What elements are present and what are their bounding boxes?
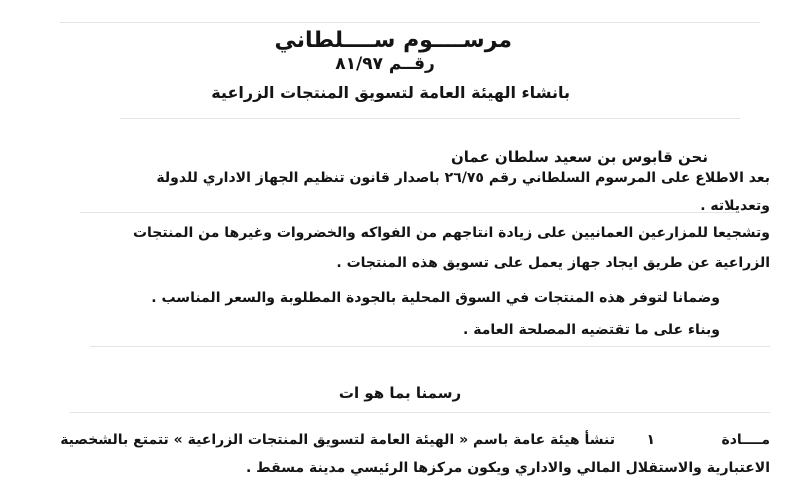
preamble-paragraph-1-line-2: وتعديلاته . [700, 198, 770, 214]
bleed-through-line [80, 212, 740, 213]
article-1-line-2: الاعتبارية والاستقلال المالي والاداري ويكون مركزها الرئيسي مدينة مسقط . [245, 460, 770, 476]
preamble-paragraph-4: وبناء على ما تقتضيه المصلحة العامة . [463, 322, 720, 338]
bleed-through-line [70, 412, 770, 413]
preamble-paragraph-1-line-1: بعد الاطلاع على المرسوم السلطاني رقم ٢٦/٧٥ باصدار قانون تنظيم الجهاز الاداري للدولة [156, 170, 770, 186]
decree-number: رقــم ٨١/٩٧ [335, 54, 435, 74]
bleed-through-line [120, 118, 740, 119]
article-1-line-1: تنشأ هيئة عامة باسم « الهيئة العامة لتسويق المنتجات الزراعية » تتمتع بالشخصية [60, 432, 615, 448]
bleed-through-line [90, 346, 770, 347]
preamble-paragraph-3: وضمانا لتوفر هذه المنتجات في السوق المحلية بالجودة المطلوبة والسعر المناسب . [151, 290, 720, 306]
preamble-paragraph-2-line-1: وتشجيعا للمزارعين العمانيين على زيادة انتاجهم من الفواكه والخضروات وغيرها من المنتجات [132, 225, 770, 241]
article-label: مــــادة [721, 432, 770, 448]
decree-subject: بانشاء الهيئة العامة لتسويق المنتجات الزراعية [211, 83, 570, 102]
issuer-line: نحن قابوس بن سعيد سلطان عمان [450, 148, 708, 166]
bleed-through-line [60, 22, 760, 23]
decreed-heading: رسمنا بما هو ات [338, 384, 462, 402]
preamble-paragraph-2-line-2: الزراعية عن طريق ايجاد جهاز يعمل على تسويق هذه المنتجات . [336, 255, 770, 271]
decree-title: مرســــوم ســــلطاني [274, 28, 512, 53]
article-number: ١ [646, 432, 655, 448]
